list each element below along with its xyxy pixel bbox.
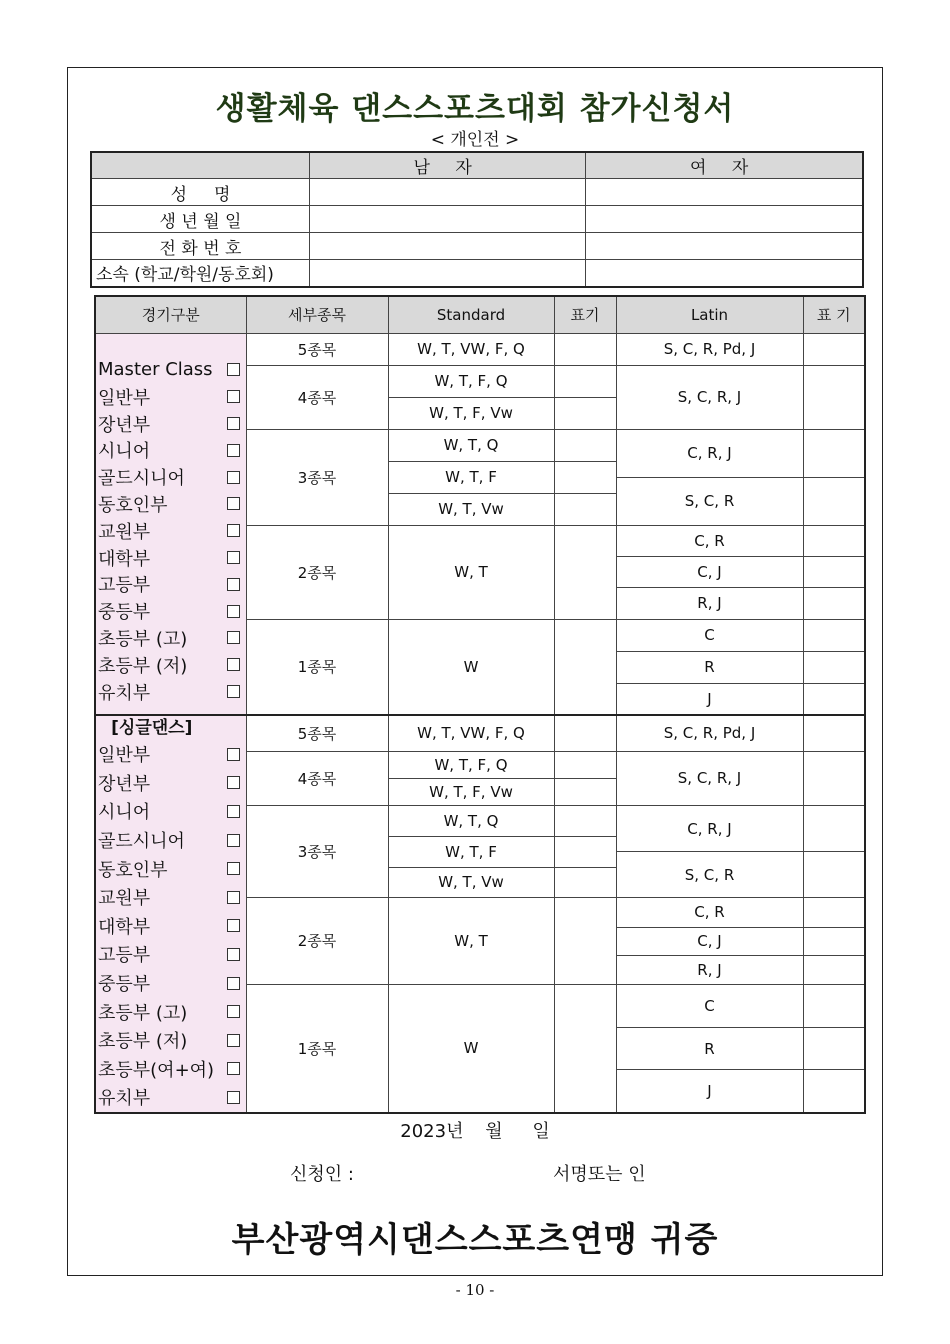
applicant-label: 신청인 :	[290, 1164, 354, 1185]
g2-std3b: W, T, F	[388, 836, 554, 867]
group2-division-row[interactable]	[98, 797, 246, 826]
g1-std3a-mark[interactable]	[554, 429, 616, 461]
header-division: 경기구분	[95, 296, 246, 333]
g1-std5: W, T, VW, F, Q	[388, 333, 554, 365]
g2-lat1b-mark[interactable]	[803, 1028, 865, 1070]
checkbox-icon[interactable]	[227, 605, 240, 618]
g1-lat4-mark[interactable]	[803, 365, 865, 429]
female-phone-field[interactable]	[586, 233, 863, 260]
g2-lat4-mark[interactable]	[803, 751, 865, 806]
g2-cat5: 5종목	[246, 715, 388, 751]
addressee: 부산광역시댄스스포츠연맹 귀중	[231, 1220, 719, 1260]
group2-division-label: 유치부	[98, 1088, 151, 1110]
g1-lat1a: C	[616, 619, 803, 651]
group2-division-label: 시니어	[98, 802, 151, 824]
g1-std2-mark[interactable]	[554, 525, 616, 619]
g2-lat2c: R, J	[616, 955, 803, 984]
g1-lat1c-mark[interactable]	[803, 683, 865, 715]
checkbox-icon[interactable]	[227, 417, 240, 430]
header-standard-mark: 표기	[554, 296, 616, 333]
checkbox-icon[interactable]	[227, 524, 240, 537]
checkbox-icon[interactable]	[227, 948, 240, 961]
application-date	[0, 1117, 950, 1143]
g2-lat5: S, C, R, Pd, J	[616, 715, 803, 751]
group1-division-label: 초등부 (저)	[98, 655, 188, 677]
info-row-name	[91, 179, 863, 206]
g1-std1: W	[388, 619, 554, 715]
form-title: 생활체육 댄스스포츠대회 참가신청서	[215, 91, 735, 127]
g2-std4b: W, T, F, Vw	[388, 779, 554, 806]
group2-division-row[interactable]	[98, 1055, 246, 1084]
header-standard: Standard	[388, 296, 554, 333]
g1-std3c: W, T, Vw	[388, 493, 554, 525]
group2-division-row[interactable]	[98, 969, 246, 998]
group2-division-row[interactable]	[98, 740, 246, 769]
g1-cat4: 4종목	[246, 365, 388, 429]
g2-std3a: W, T, Q	[388, 806, 554, 837]
g1-std2: W, T	[388, 525, 554, 619]
group2-division-row[interactable]	[98, 769, 246, 798]
checkbox-icon[interactable]	[227, 1062, 240, 1075]
checkbox-icon[interactable]	[227, 1034, 240, 1047]
group1-division-row[interactable]	[98, 383, 246, 410]
checkbox-icon[interactable]	[227, 776, 240, 789]
checkbox-icon[interactable]	[227, 658, 240, 671]
g2-lat2b: C, J	[616, 927, 803, 955]
group1-division-row[interactable]	[98, 678, 246, 705]
g2-lat2a: C, R	[616, 898, 803, 928]
info-row-birthdate	[91, 206, 863, 233]
g2-lat1c: J	[616, 1070, 803, 1113]
event-table	[94, 295, 866, 1114]
g1-std3b-mark[interactable]	[554, 461, 616, 493]
g1-lat5: S, C, R, Pd, J	[616, 333, 803, 365]
g2-lat4: S, C, R, J	[616, 751, 803, 806]
label-name: 성 명	[91, 179, 310, 206]
checkbox-icon[interactable]	[227, 1005, 240, 1018]
group1-division-label: 대학부	[98, 548, 151, 570]
group1-division-label: 중등부	[98, 602, 151, 624]
label-phone: 전 화 번 호	[91, 233, 310, 260]
checkbox-icon[interactable]	[227, 805, 240, 818]
g1-std3b: W, T, F	[388, 461, 554, 493]
g1-cat2: 2종목	[246, 525, 388, 619]
group1-division-label: Master Class	[98, 359, 213, 381]
info-row-affiliation	[91, 260, 863, 287]
g2-lat1c-mark[interactable]	[803, 1070, 865, 1113]
g1-std5-mark[interactable]	[554, 333, 616, 365]
group2-division-row[interactable]	[98, 826, 246, 855]
date-month: 월	[485, 1121, 503, 1142]
g2-lat1a-mark[interactable]	[803, 984, 865, 1028]
g1-lat2c: R, J	[616, 587, 803, 619]
g2-std4a: W, T, F, Q	[388, 751, 554, 779]
group2-division-label: 초등부 (고)	[98, 1002, 188, 1024]
g2-std2-mark[interactable]	[554, 898, 616, 985]
group1-division-row[interactable]	[98, 625, 246, 652]
group1-division-label: 유치부	[98, 682, 151, 704]
group2-division-list	[98, 716, 246, 1112]
g2-lat3b: S, C, R	[616, 852, 803, 898]
g1-std4a: W, T, F, Q	[388, 365, 554, 397]
group2-division-label: 초등부(여+여)	[98, 1059, 215, 1081]
g2-std3c-mark[interactable]	[554, 867, 616, 898]
g1-cat3: 3종목	[246, 429, 388, 525]
g2-std5-mark[interactable]	[554, 715, 616, 751]
signature-label[interactable]: 서명또는 인	[553, 1164, 646, 1185]
group1-division-label: 시니어	[98, 441, 151, 463]
g2-lat2c-mark[interactable]	[803, 955, 865, 984]
group1-division-row[interactable]	[98, 598, 246, 625]
checkbox-icon[interactable]	[227, 444, 240, 457]
g2-lat1b: R	[616, 1028, 803, 1070]
g1-std3a: W, T, Q	[388, 429, 554, 461]
g2-row-5	[95, 715, 865, 751]
checkbox-icon[interactable]	[227, 551, 240, 564]
group2-division-row[interactable]	[98, 854, 246, 883]
g2-cat1: 1종목	[246, 984, 388, 1113]
info-header-blank	[91, 152, 310, 179]
g2-std1-mark[interactable]	[554, 984, 616, 1113]
group1-division-list	[98, 343, 246, 705]
g1-lat2c-mark[interactable]	[803, 587, 865, 619]
g2-std3c: W, T, Vw	[388, 867, 554, 898]
checkbox-icon[interactable]	[227, 834, 240, 847]
g2-lat3a-mark[interactable]	[803, 806, 865, 852]
group1-divisions	[95, 333, 246, 715]
group2-division-label: 골드시니어	[98, 831, 185, 853]
group2-division-row[interactable]	[98, 940, 246, 969]
male-header: 남 자	[310, 152, 586, 179]
group2-division-label: 고등부	[98, 945, 151, 967]
male-birthdate-field[interactable]	[310, 206, 586, 233]
g1-lat3a: C, R, J	[616, 429, 803, 477]
group1-division-row[interactable]	[98, 544, 246, 571]
checkbox-icon[interactable]	[227, 471, 240, 484]
g1-lat2b: C, J	[616, 556, 803, 587]
g1-lat1a-mark[interactable]	[803, 619, 865, 651]
checkbox-icon[interactable]	[227, 578, 240, 591]
group1-division-row[interactable]	[98, 410, 246, 437]
label-affiliation: 소속 (학교/학원/동호회)	[91, 260, 310, 287]
g1-row-5	[95, 333, 865, 365]
date-day: 일	[532, 1121, 550, 1142]
group1-division-label: 일반부	[98, 387, 151, 409]
female-header: 여 자	[586, 152, 863, 179]
g2-lat3a: C, R, J	[616, 806, 803, 852]
g2-lat2a-mark[interactable]	[803, 898, 865, 928]
group1-division-label: 골드시니어	[98, 468, 185, 490]
g2-lat3b-mark[interactable]	[803, 852, 865, 898]
g1-std3c-mark[interactable]	[554, 493, 616, 525]
page-number: - 10 -	[455, 1281, 495, 1299]
label-birthdate: 생 년 월 일	[91, 206, 310, 233]
g1-lat5-mark[interactable]	[803, 333, 865, 365]
g2-std2: W, T	[388, 898, 554, 985]
group2-division-row[interactable]	[98, 997, 246, 1026]
g2-std4a-mark[interactable]	[554, 751, 616, 779]
group1-division-label: 교원부	[98, 521, 151, 543]
group1-division-label: 장년부	[98, 414, 151, 436]
g2-cat4: 4종목	[246, 751, 388, 806]
female-name-field[interactable]	[586, 179, 863, 206]
group2-division-row[interactable]	[98, 883, 246, 912]
checkbox-icon[interactable]	[227, 977, 240, 990]
group1-division-label: 초등부 (고)	[98, 628, 188, 650]
group1-division-label: 고등부	[98, 575, 151, 597]
header-latin: Latin	[616, 296, 803, 333]
checkbox-icon[interactable]	[227, 919, 240, 932]
group1-division-row[interactable]	[98, 491, 246, 518]
group1-division-label: 동호인부	[98, 494, 168, 516]
group2-division-label: 동호인부	[98, 859, 168, 881]
g1-cat1: 1종목	[246, 619, 388, 715]
group2-division-row[interactable]	[98, 912, 246, 941]
group1-division-row[interactable]	[98, 517, 246, 544]
checkbox-icon[interactable]	[227, 685, 240, 698]
g2-cat3: 3종목	[246, 806, 388, 898]
group2-group-title: [싱글댄스]	[111, 718, 193, 738]
g2-lat5-mark[interactable]	[803, 715, 865, 751]
g2-std3b-mark[interactable]	[554, 836, 616, 867]
g1-lat3b-mark[interactable]	[803, 477, 865, 525]
g2-std3a-mark[interactable]	[554, 806, 616, 837]
personal-info-table	[90, 151, 864, 288]
group2-division-label: 일반부	[98, 745, 151, 767]
male-name-field[interactable]	[310, 179, 586, 206]
g2-lat1a: C	[616, 984, 803, 1028]
g1-cat5: 5종목	[246, 333, 388, 365]
group2-division-label: 중등부	[98, 974, 151, 996]
g1-lat1b-mark[interactable]	[803, 651, 865, 683]
checkbox-icon[interactable]	[227, 1091, 240, 1104]
g1-std1-mark[interactable]	[554, 619, 616, 715]
group1-division-row[interactable]	[98, 464, 246, 491]
event-header-row	[95, 296, 865, 333]
g1-lat2a: C, R	[616, 525, 803, 556]
g2-std1: W	[388, 984, 554, 1113]
checkbox-icon[interactable]	[227, 891, 240, 904]
group2-division-label: 대학부	[98, 916, 151, 938]
g2-lat2b-mark[interactable]	[803, 927, 865, 955]
male-affiliation-field[interactable]	[310, 260, 586, 287]
checkbox-icon[interactable]	[227, 862, 240, 875]
checkbox-icon[interactable]	[227, 390, 240, 403]
g2-std5: W, T, VW, F, Q	[388, 715, 554, 751]
female-affiliation-field[interactable]	[586, 260, 863, 287]
group2-division-row[interactable]	[98, 1083, 246, 1112]
checkbox-icon[interactable]	[227, 497, 240, 510]
g1-std4b: W, T, F, Vw	[388, 397, 554, 429]
group2-division-label: 교원부	[98, 888, 151, 910]
g1-lat1c: J	[616, 683, 803, 715]
group1-division-row[interactable]	[98, 651, 246, 678]
info-header-row	[91, 152, 863, 179]
g1-lat4: S, C, R, J	[616, 365, 803, 429]
male-phone-field[interactable]	[310, 233, 586, 260]
group1-division-row[interactable]	[98, 437, 246, 464]
g1-lat3a-mark[interactable]	[803, 429, 865, 477]
info-row-phone	[91, 233, 863, 260]
g1-lat2b-mark[interactable]	[803, 556, 865, 587]
g2-std4b-mark[interactable]	[554, 779, 616, 806]
g1-std4b-mark[interactable]	[554, 397, 616, 429]
g1-std4a-mark[interactable]	[554, 365, 616, 397]
header-category: 세부종목	[246, 296, 388, 333]
female-birthdate-field[interactable]	[586, 206, 863, 233]
header-latin-mark: 표 기	[803, 296, 865, 333]
group1-division-row[interactable]	[98, 571, 246, 598]
group1-division-row[interactable]	[98, 357, 246, 384]
group2-division-label: 초등부 (저)	[98, 1031, 188, 1053]
checkbox-icon[interactable]	[227, 363, 240, 376]
checkbox-icon[interactable]	[227, 748, 240, 761]
group2-division-label: 장년부	[98, 773, 151, 795]
group2-divisions	[95, 715, 246, 1113]
g2-cat2: 2종목	[246, 898, 388, 985]
g1-lat1b: R	[616, 651, 803, 683]
checkbox-icon[interactable]	[227, 631, 240, 644]
date-year: 2023년	[400, 1121, 464, 1142]
g1-lat3b: S, C, R	[616, 477, 803, 525]
g1-lat2a-mark[interactable]	[803, 525, 865, 556]
group2-division-row[interactable]	[98, 1026, 246, 1055]
form-subtitle: < 개인전 >	[430, 130, 520, 150]
